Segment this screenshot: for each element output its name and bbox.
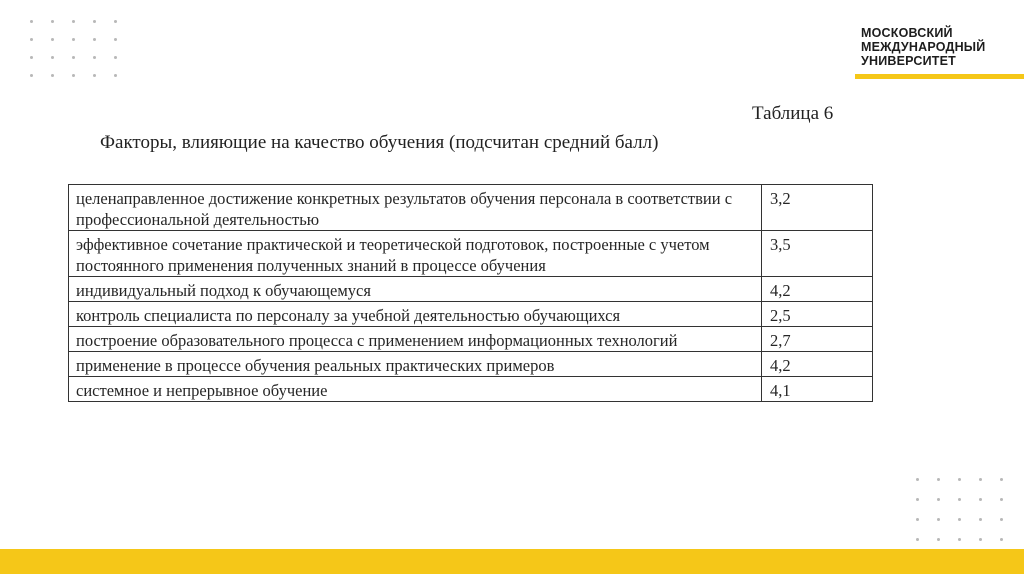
university-logo [861,26,1011,68]
score-cell: 3,2 [762,185,873,231]
decorative-dots-top-left [30,20,117,77]
decorative-dot [72,74,75,77]
factor-cell: целенаправленное достижение конкретных результатов обучения персонала в соответствии с профессиональной деятельностью [69,185,762,231]
decorative-dot [51,74,54,77]
decorative-dot [958,498,961,501]
decorative-dot [937,538,940,541]
decorative-dot [1000,518,1003,521]
decorative-dot [958,518,961,521]
decorative-dot [916,518,919,521]
factor-cell: эффективное сочетание практической и теоретической подготовок, построенные с учетом постоянного применения полученных знаний в процессе обучения [69,231,762,277]
decorative-dot [979,538,982,541]
decorative-dot [72,20,75,23]
score-cell: 3,5 [762,231,873,277]
table-number: Таблица 6 [752,103,834,124]
score-cell: 4,1 [762,377,873,402]
decorative-dot [51,56,54,59]
factors-table [68,184,873,402]
decorative-dot [1000,538,1003,541]
decorative-dot [51,20,54,23]
decorative-dot [30,38,33,41]
decorative-dot [937,498,940,501]
factor-cell: индивидуальный подход к обучающемуся [69,277,762,302]
decorative-dot [937,518,940,521]
decorative-dot [30,56,33,59]
decorative-dot [114,74,117,77]
decorative-dots-bottom-right [916,478,1003,541]
decorative-dot [114,38,117,41]
factor-cell: построение образовательного процесса с применением информационных технологий [69,327,762,352]
decorative-dot [979,478,982,481]
score-cell: 4,2 [762,352,873,377]
decorative-dot [979,498,982,501]
factor-cell: применение в процессе обучения реальных практических примеров [69,352,762,377]
table-row [69,302,873,327]
decorative-dot [916,538,919,541]
decorative-dot [72,56,75,59]
table-row [69,185,873,231]
logo-accent-bar [855,74,1024,79]
logo-text: МОСКОВСКИЙ МЕЖДУНАРОДНЫЙ УНИВЕРСИТЕТ [861,26,986,68]
decorative-dot [958,478,961,481]
decorative-dot [93,20,96,23]
table-row [69,231,873,277]
table-row [69,277,873,302]
table-row [69,327,873,352]
decorative-dot [979,518,982,521]
decorative-dot [937,478,940,481]
decorative-dot [93,74,96,77]
table-title: Факторы, влияющие на качество обучения (подсчитан средний балл) [100,132,659,153]
table-row [69,377,873,402]
decorative-dot [916,478,919,481]
decorative-dot [1000,478,1003,481]
score-cell: 4,2 [762,277,873,302]
decorative-dot [51,38,54,41]
factor-cell: системное и непрерывное обучение [69,377,762,402]
decorative-dot [114,20,117,23]
decorative-dot [30,74,33,77]
bottom-accent-bar [0,549,1024,574]
decorative-dot [1000,498,1003,501]
decorative-dot [72,38,75,41]
decorative-dot [114,56,117,59]
decorative-dot [30,20,33,23]
table-row [69,352,873,377]
factor-cell: контроль специалиста по персоналу за учебной деятельностью обучающихся [69,302,762,327]
score-cell: 2,5 [762,302,873,327]
decorative-dot [93,38,96,41]
decorative-dot [958,538,961,541]
score-cell: 2,7 [762,327,873,352]
decorative-dot [916,498,919,501]
decorative-dot [93,56,96,59]
